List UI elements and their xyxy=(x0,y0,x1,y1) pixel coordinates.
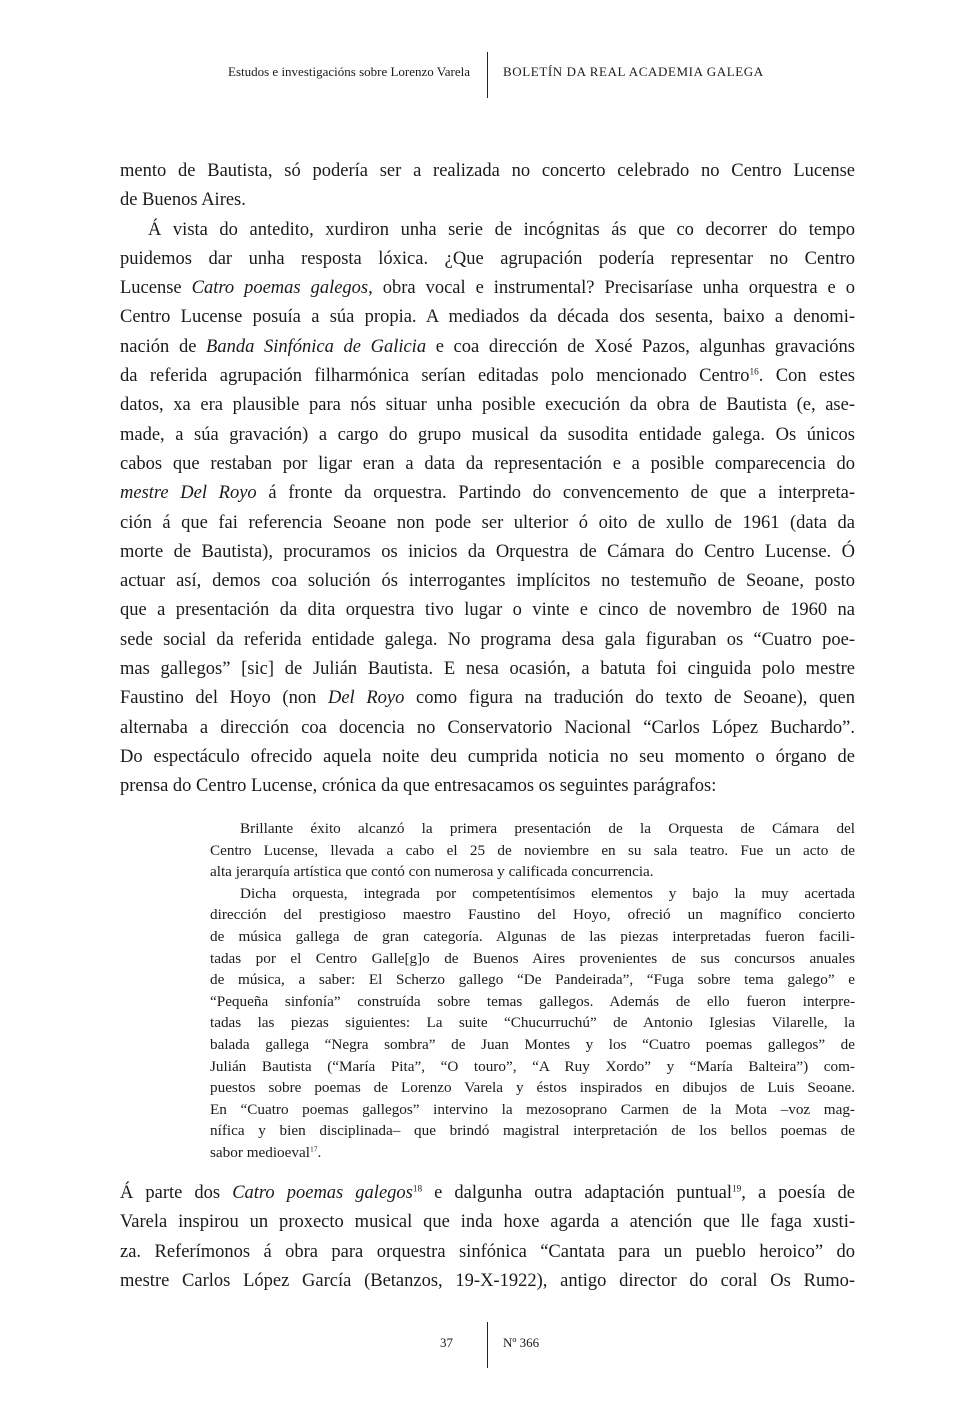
text-span: e coa dirección de Xosé Pazos, algunhas gravacións xyxy=(426,336,855,357)
text-span: cabos que restaban por ligar eran a data da representación e a posible comparecencia do xyxy=(120,453,855,474)
italic-text: Banda Sinfónica de Galicia xyxy=(206,336,427,357)
text-span: que a presentación da dita orquestra tivo lugar o vinte e cinco de novembro de 1960 na xyxy=(120,600,855,621)
text-line xyxy=(120,479,855,508)
text-line xyxy=(120,1238,855,1267)
text-span: alternaba a dirección coa docencia no Conservatorio Nacional “Carlos López Buchardo”. xyxy=(120,717,855,738)
text-line xyxy=(120,391,855,420)
paragraph xyxy=(120,157,855,216)
text-span: Varela inspirou un proxecto musical que inda hoxe agarda a atención que lle faga xusti- xyxy=(120,1212,855,1233)
text-span: actuar así, demos coa solución ós interrogantes implícitos no testemuño de Seoane, posto xyxy=(120,571,855,592)
text-line xyxy=(210,1077,855,1099)
text-span: da referida agrupación filharmónica serían editadas polo mencionado Centro xyxy=(120,366,750,387)
text-line xyxy=(120,1179,855,1208)
footer-divider xyxy=(487,1322,488,1368)
text-span: tadas las piezas siguientes: La suite “Chucurruchú” de Antonio Iglesias Vilarelle, la xyxy=(210,1014,855,1032)
text-span: Á vista do antedito, xurdiron unha serie de incógnitas ás que co decorrer do tempo xyxy=(148,219,855,240)
text-span: Faustino del Hoyo (non xyxy=(120,688,328,709)
text-line xyxy=(120,743,855,772)
text-span: , a poesía de xyxy=(741,1183,855,1203)
text-line xyxy=(210,1099,855,1121)
text-span: e dalgunha outra adaptación puntual xyxy=(422,1183,733,1203)
text-line xyxy=(120,274,855,303)
text-span: de Buenos Aires. xyxy=(120,190,246,211)
text-span: puestos sobre poemas de Lorenzo Varela y éstos inspirados en dibujos de Luis Seoane. xyxy=(210,1079,855,1097)
text-line xyxy=(120,333,855,362)
text-span: za. Referímonos á obra para orquestra sinfónica “Cantata para un pueblo heroico” do xyxy=(120,1241,855,1262)
text-line xyxy=(120,596,855,625)
text-line xyxy=(210,969,855,991)
text-line xyxy=(210,1034,855,1056)
text-span: nífica y bien disciplinada– que brindó magistral interpretación de los bellos poemas de xyxy=(210,1122,855,1140)
text-span: En “Cuatro poemas gallegos” intervino la mezosoprano Carmen de la Mota –voz mag- xyxy=(210,1100,855,1118)
footnote-ref: 19 xyxy=(732,1184,742,1195)
footnote-ref: 16 xyxy=(749,367,759,378)
text-span: alta jerarquía artística que contó con numerosa y calificada concurrencia. xyxy=(210,863,654,881)
text-line xyxy=(120,655,855,684)
text-span: Julián Bautista (“María Pita”, “O touro”, “A Ruy Xordo” y “María Balteira”) com- xyxy=(210,1057,855,1075)
running-header-journal: BOLETÍN DA REAL ACADEMIA GALEGA xyxy=(503,64,764,79)
text-span: prensa do Centro Lucense, crónica da que entresacamos os seguintes parágrafos: xyxy=(120,776,717,797)
text-span: de música gallega de gran categoría. Algunas de las piezas interpretadas fueron facili- xyxy=(210,927,855,945)
text-span: . Con estes xyxy=(758,366,855,387)
text-line xyxy=(210,948,855,970)
page-number: 37 xyxy=(440,1335,453,1350)
text-line xyxy=(120,772,855,801)
text-span: tadas por el Centro Galle[g]o de Buenos Aires provenientes de sus concursos anuales xyxy=(210,949,855,967)
italic-text: Catro poemas galegos xyxy=(191,278,369,299)
text-span: Lucense xyxy=(120,278,192,299)
italic-text: mestre Del Royo xyxy=(120,483,257,504)
text-line xyxy=(120,509,855,538)
text-line xyxy=(210,1056,855,1078)
text-span: á fronte da orquestra. Partindo do convencemento de que a interpreta- xyxy=(256,483,855,504)
text-span: Dicha orquesta, integrada por competentísimos elementos y bajo la muy acertada xyxy=(240,884,855,902)
paragraph xyxy=(210,883,855,1164)
text-span: . xyxy=(317,1143,322,1161)
text-span: Centro Lucense, llevada a cabo el 25 de noviembre en su sala teatro. Fue un acto de xyxy=(210,841,855,859)
text-span: mas gallegos” [sic] de Julián Bautista. E nesa ocasión, a batuta foi cinguida polo mestre xyxy=(120,659,855,680)
text-line xyxy=(120,1267,855,1296)
running-header-section: Estudos e investigacións sobre Lorenzo Varela xyxy=(228,64,470,79)
text-span: , obra vocal e instrumental? Precisaríase unha orquestra e o xyxy=(368,278,855,299)
body-text-continued xyxy=(120,1179,855,1296)
text-span: dirección del prestigioso maestro Faustino del Hoyo, ofreció un magnífico concierto xyxy=(210,906,855,924)
header-divider xyxy=(487,52,488,98)
text-span: balada gallega “Negra sombra” de Juan Montes y los “Cuatro poemas gallegos” de xyxy=(210,1035,855,1053)
text-span: Centro Lucense posuía a súa propia. A mediados da década dos sesenta, baixo a denomi- xyxy=(120,307,855,328)
text-span: Á parte dos xyxy=(120,1183,233,1203)
text-line xyxy=(120,157,855,186)
text-line xyxy=(120,450,855,479)
text-span: mestre Carlos López García (Betanzos, 19-X-1922), antigo director do coral Os Rumo- xyxy=(120,1270,855,1291)
text-span: datos, xa era plausible para nós situar unha posible execución da obra de Bautista (e, ase- xyxy=(120,395,855,416)
text-span: Brillante éxito alcanzó la primera presentación de la Orquesta de Cámara del xyxy=(240,820,855,837)
footnote-ref: 18 xyxy=(412,1184,423,1195)
text-span: Do espectáculo ofrecido aquela noite deu cumprida noticia no seu momento o órgano de xyxy=(120,746,855,767)
text-line xyxy=(120,567,855,596)
text-span: ción á que fai referencia Seoane non pode ser ulterior ó oito de xullo de 1961 (data da xyxy=(120,512,855,533)
text-span: “Pequeña sinfonía” construída sobre temas gallegos. Además de ello fueron interpre- xyxy=(210,992,855,1010)
text-line xyxy=(120,538,855,567)
block-quote xyxy=(210,818,855,1164)
text-span: mento de Bautista, só podería ser a realizada no concerto celebrado no Centro Lucense xyxy=(120,161,855,181)
text-line xyxy=(210,904,855,926)
text-line xyxy=(120,186,855,215)
text-line xyxy=(120,362,855,391)
text-line xyxy=(210,840,855,862)
text-line xyxy=(120,684,855,713)
text-line xyxy=(120,1208,855,1237)
text-line xyxy=(120,714,855,743)
text-line xyxy=(210,818,855,840)
text-line xyxy=(210,991,855,1013)
text-line xyxy=(210,1012,855,1034)
text-line xyxy=(210,1142,855,1164)
italic-text: Del Royo xyxy=(327,688,405,709)
text-span: made, a súa gravación) a cargo do grupo musical da susodita entidade galega. Os únicos xyxy=(120,424,855,445)
text-line xyxy=(210,883,855,905)
text-line xyxy=(120,303,855,332)
text-line xyxy=(210,926,855,948)
text-line xyxy=(120,216,855,245)
text-span: puidemos dar unha resposta lóxica. ¿Que agrupación podería representar no Centro xyxy=(120,248,855,269)
text-span: como figura na tradución do texto de Seoane), quen xyxy=(404,688,855,709)
issue-number: Nº 366 xyxy=(503,1335,540,1350)
text-line xyxy=(120,245,855,274)
italic-text: Catro poemas galegos xyxy=(232,1183,413,1203)
text-line xyxy=(120,626,855,655)
body-text xyxy=(120,157,855,802)
text-span: morte de Bautista), procuramos os inicios da Orquestra de Cámara do Centro Lucense. Ó xyxy=(120,541,855,562)
text-line xyxy=(210,1120,855,1142)
text-span: nación de xyxy=(120,336,207,357)
text-span: de música, a saber: El Scherzo gallego “De Pandeirada”, “Fuga sobre tema galego” e xyxy=(210,971,855,989)
footnote-ref: 17 xyxy=(309,1144,318,1154)
text-span: sabor medioeval xyxy=(210,1143,310,1161)
paragraph xyxy=(120,1179,855,1296)
paragraph xyxy=(120,216,855,802)
text-line xyxy=(210,861,855,883)
paragraph xyxy=(210,818,855,883)
text-span: sede social da referida entidade galega. No programa desa gala figuraban os “Cuatro poe- xyxy=(120,629,855,650)
text-line xyxy=(120,421,855,450)
